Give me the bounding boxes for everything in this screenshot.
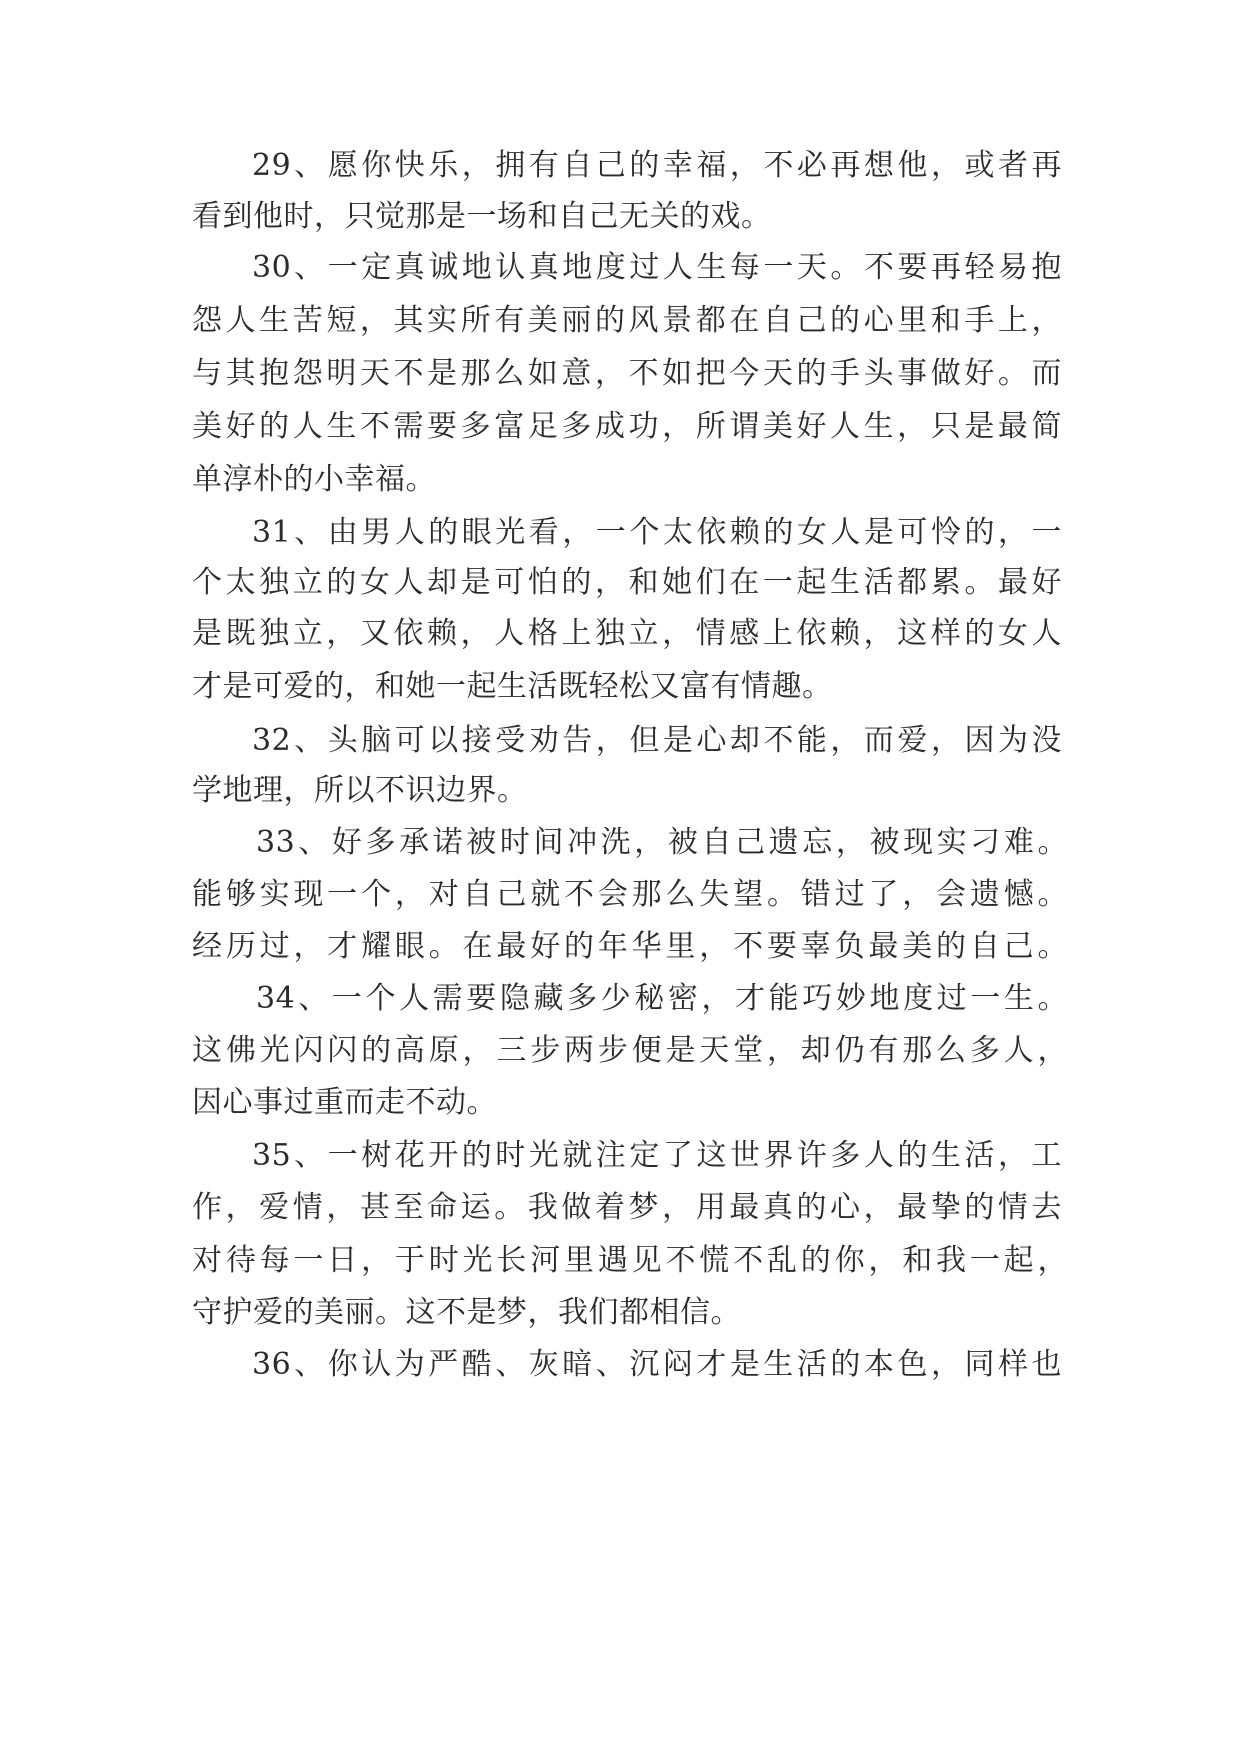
paragraph-30-line-1: 30、一定真诚地认真地度过人生每一天。不要再轻易抱 — [252, 250, 1062, 285]
paragraph-31-line-2: 个太独立的女人却是可怕的，和她们在一起生活都累。最好 — [192, 565, 1062, 600]
paragraph-33-line-1: 33、好多承诺被时间冲洗，被自己遗忘，被现实刁难。 — [256, 825, 1068, 860]
paragraph-32-line-2: 学地理，所以不识边界。 — [192, 773, 528, 808]
paragraph-30-line-5: 单淳朴的小幸福。 — [192, 462, 436, 497]
paragraph-35-line-3: 对待每一日，于时光长河里遇见不慌不乱的你，和我一起， — [192, 1243, 1068, 1278]
paragraph-31-line-3: 是既独立，又依赖，人格上独立，情感上依赖，这样的女人 — [192, 616, 1062, 651]
paragraph-34-line-1: 34、一个人需要隐藏多少秘密，才能巧妙地度过一生。 — [256, 981, 1068, 1016]
paragraph-30-line-3: 与其抱怨明天不是那么如意，不如把今天的手头事做好。而 — [192, 356, 1062, 391]
paragraph-35-line-1: 35、一树花开的时光就注定了这世界许多人的生活，工 — [252, 1138, 1062, 1173]
paragraph-33-line-2: 能够实现一个，对自己就不会那么失望。错过了，会遗憾。 — [192, 877, 1068, 912]
paragraph-29-line-1: 29、愿你快乐，拥有自己的幸福，不必再想他，或者再 — [252, 148, 1062, 183]
paragraph-31-line-4: 才是可爱的，和她一起生活既轻松又富有情趣。 — [192, 669, 833, 704]
paragraph-33-line-3: 经历过，才耀眼。在最好的年华里，不要辜负最美的自己。 — [192, 929, 1068, 964]
paragraph-29-line-2: 看到他时，只觉那是一场和自己无关的戏。 — [192, 199, 772, 234]
paragraph-34-line-2: 这佛光闪闪的高原，三步两步便是天堂，却仍有那么多人， — [192, 1033, 1068, 1068]
paragraph-35-line-4: 守护爱的美丽。这不是梦，我们都相信。 — [192, 1295, 741, 1330]
paragraph-30-line-2: 怨人生苦短，其实所有美丽的风景都在自己的心里和手上， — [192, 303, 1062, 338]
paragraph-34-line-3: 因心事过重而走不动。 — [192, 1085, 497, 1120]
paragraph-30-line-4: 美好的人生不需要多富足多成功，所谓美好人生，只是最简 — [192, 409, 1062, 444]
paragraph-36-line-1: 36、你认为严酷、灰暗、沉闷才是生活的本色，同样也 — [252, 1347, 1062, 1382]
paragraph-35-line-2: 作，爱情，甚至命运。我做着梦，用最真的心，最挚的情去 — [192, 1190, 1062, 1225]
paragraph-32-line-1: 32、头脑可以接受劝告，但是心却不能，而爱，因为没 — [252, 723, 1062, 758]
paragraph-31-line-1: 31、由男人的眼光看，一个太依赖的女人是可怜的，一 — [252, 515, 1062, 550]
